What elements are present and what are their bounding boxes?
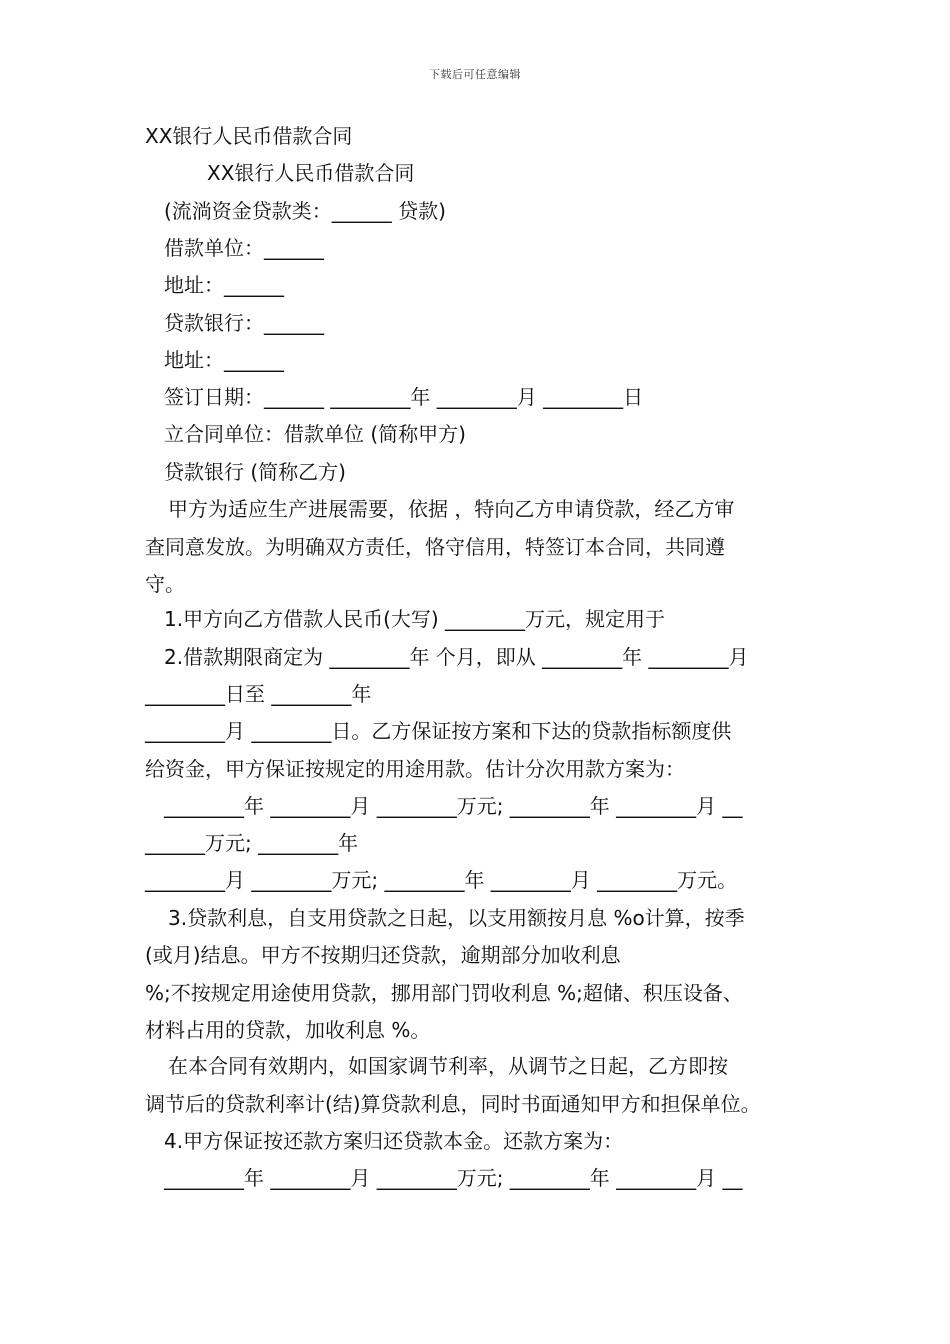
clause-3-line-4: 材料占用的贷款，加收利息 %。 (145, 1018, 431, 1042)
clause-2-line-5: ________年 ________月 ________万元; ________年 ________月 __ (164, 794, 743, 818)
clause-4-line-1: 4.甲方保证按还款方案归还贷款本金。还款方案为： (164, 1129, 624, 1153)
intro-line-1: 甲方为适应生产进展需要，依据 ，特向乙方申请贷款，经乙方审 (168, 497, 735, 521)
clause-3-line-1: 3.贷款利息，自支用贷款之日起，以支用额按月息 %o计算，按季 (168, 906, 745, 930)
lender-bank-line: 贷款银行：______ (164, 311, 324, 335)
contract-title: XX银行人民币借款合同 (207, 161, 415, 185)
clause-3-line-2: (或月)结息。甲方不按期归还贷款，逾期部分加收利息 (145, 943, 621, 967)
clause-2-line-6: ______万元; ________年 (145, 831, 359, 855)
clause-3-line-6: 调节后的贷款利率计(结)算贷款利息，同时书面通知甲方和担保单位。 (145, 1092, 761, 1116)
clause-3-line-5: 在本合同有效期内，如国家调节利率，从调节之日起，乙方即按 (168, 1054, 728, 1078)
sign-date-line: 签订日期：______ ________年 ________月 ________日 (164, 385, 644, 409)
intro-line-2: 查同意发放。为明确双方责任，恪守信用，特签订本合同，共同遵 (145, 535, 725, 559)
lender-address-line: 地址：______ (164, 348, 284, 372)
clause-4-line-2: ________年 ________月 ________万元; ________年 ________月 __ (164, 1166, 743, 1190)
clause-2-line-3: ________月 ________日。乙方保证按方案和下达的贷款指标额度供 (145, 719, 732, 743)
clause-3-line-3: %;不按规定用途使用贷款，挪用部门罚收利息 %;超储、积压设备、 (145, 981, 743, 1005)
borrower-address-line: 地址：______ (164, 273, 284, 297)
document-title: XX银行人民币借款合同 (145, 124, 353, 148)
clause-2-line-2: ________日至 ________年 (145, 682, 372, 706)
clause-2-line-1: 2.借款期限商定为 ________年 个月，即从 ________年 ________月 (164, 645, 749, 669)
parties-line-1: 立合同单位：借款单位 (简称甲方) (164, 422, 466, 446)
loan-category-line: (流淌资金贷款类：______ 贷款) (164, 199, 446, 223)
parties-line-2: 贷款银行 (简称乙方) (164, 460, 346, 484)
clause-1: 1.甲方向乙方借款人民币(大写) ________万元，规定用于 (164, 607, 666, 631)
borrower-line: 借款单位：______ (164, 236, 324, 260)
clause-2-line-7: ________月 ________万元; ________年 ________月 ________万元。 (145, 868, 738, 892)
intro-line-3: 守。 (145, 572, 185, 596)
clause-2-line-4: 给资金，甲方保证按规定的用途用款。估计分次用款方案为： (145, 757, 685, 781)
header-note: 下载后可任意编辑 (429, 68, 521, 81)
